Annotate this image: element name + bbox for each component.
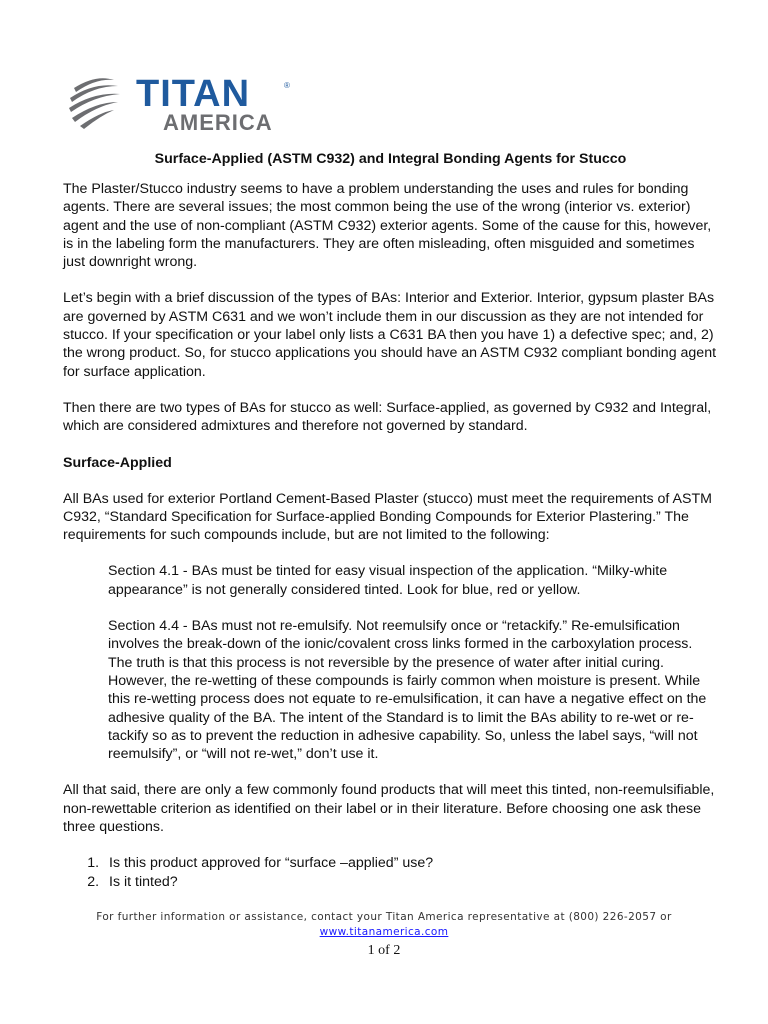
document-body	[63, 150, 718, 891]
logo-name-top: TITAN	[136, 73, 251, 115]
paragraph-two-types: Then there are two types of BAs for stucco as well: Surface-applied, as governed by C932 and Integral, which are considered admixtures and therefore not governed by standard.	[63, 399, 712, 435]
question-item: 1. Is this product approved for “surface –applied” use?	[103, 854, 718, 872]
footer	[0, 910, 768, 940]
paragraph-intro: The Plaster/Stucco industry seems to have a problem understanding the uses and rules for bonding agents. There are several issues; the most common being the use of the wrong (interior vs. exterior) agent and the use of non-compliant (ASTM C932) exterior agents. Some of the cause for this, however, is in the labeling form the manufacturers. They are often misleading, often misguided and sometimes just downright wrong.	[63, 181, 712, 271]
logo-registered: ®	[284, 81, 290, 90]
question-item: 2. Is it tinted?	[103, 873, 718, 891]
footer-contact: For further information or assistance, contact your Titan America representative at (800) 226-2057 or	[96, 911, 672, 923]
document-title: Surface-Applied (ASTM C932) and Integral Bonding Agents for Stucco	[154, 151, 627, 167]
globe-swoosh-icon	[69, 78, 120, 129]
paragraph-summary: All that said, there are only a few commonly found products that will meet this tinted, non-reemulsifiable, non-rewettable criterion as identified on their label or in their literature. Before choosing one ask these three questions.	[63, 782, 715, 836]
questions-list	[63, 854, 718, 891]
logo-name-bottom: AMERICA	[163, 110, 273, 135]
paragraph-types: Let’s begin with a brief discussion of the types of BAs: Interior and Exterior. Interior, gypsum plaster BAs are governed by ASTM C631 and we won’t include them in our discussion as they are not intended for stucco. If your specification or your label only lists a C631 BA then you have 1) a defective spec; and, 2) the wrong product. So, for stucco applications you should have an ASTM C932 compliant bonding agent for surface application.	[63, 290, 717, 380]
paragraph-requirements: All BAs used for exterior Portland Cement-Based Plaster (stucco) must meet the requirements of ASTM C932, “Standard Specification for Surface-applied Bonding Compounds for Exterior Plastering.” The requirements for such compounds include, but are not limited to the following:	[63, 490, 712, 544]
section-4-1: Section 4.1 - BAs must be tinted for easy visual inspection of the application. “Milky-white appearance” is not generally considered tinted. Look for blue, red or yellow.	[108, 563, 668, 598]
titan-america-logo	[66, 66, 296, 136]
footer-website-link[interactable]: www.titanamerica.com	[319, 926, 449, 938]
section-4-4: Section 4.4 - BAs must not re-emulsify. Not reemulsify once or “retackify.” Re-emulsification involves the break-down of the ionic/covalent cross links formed in the carboxylation process. The truth is that this process is not reversible by the presence of water after initial curing. However, the re-wetting of these compounds is fairly common when moisture is present. While this re-wetting process does not equate to re-emulsification, it can have a negative effect on the adhesive quality of the BA. The intent of the Standard is to limit the BAs ability to re-wet or re-tackify so as to prevent the reduction in adhesive capability. So, unless the label says, “will not reemulsify”, or “will not re-wet,” don’t use it.	[108, 618, 707, 763]
page-number: 1 of 2	[367, 943, 401, 958]
section-heading-surface-applied: Surface-Applied	[63, 454, 172, 471]
